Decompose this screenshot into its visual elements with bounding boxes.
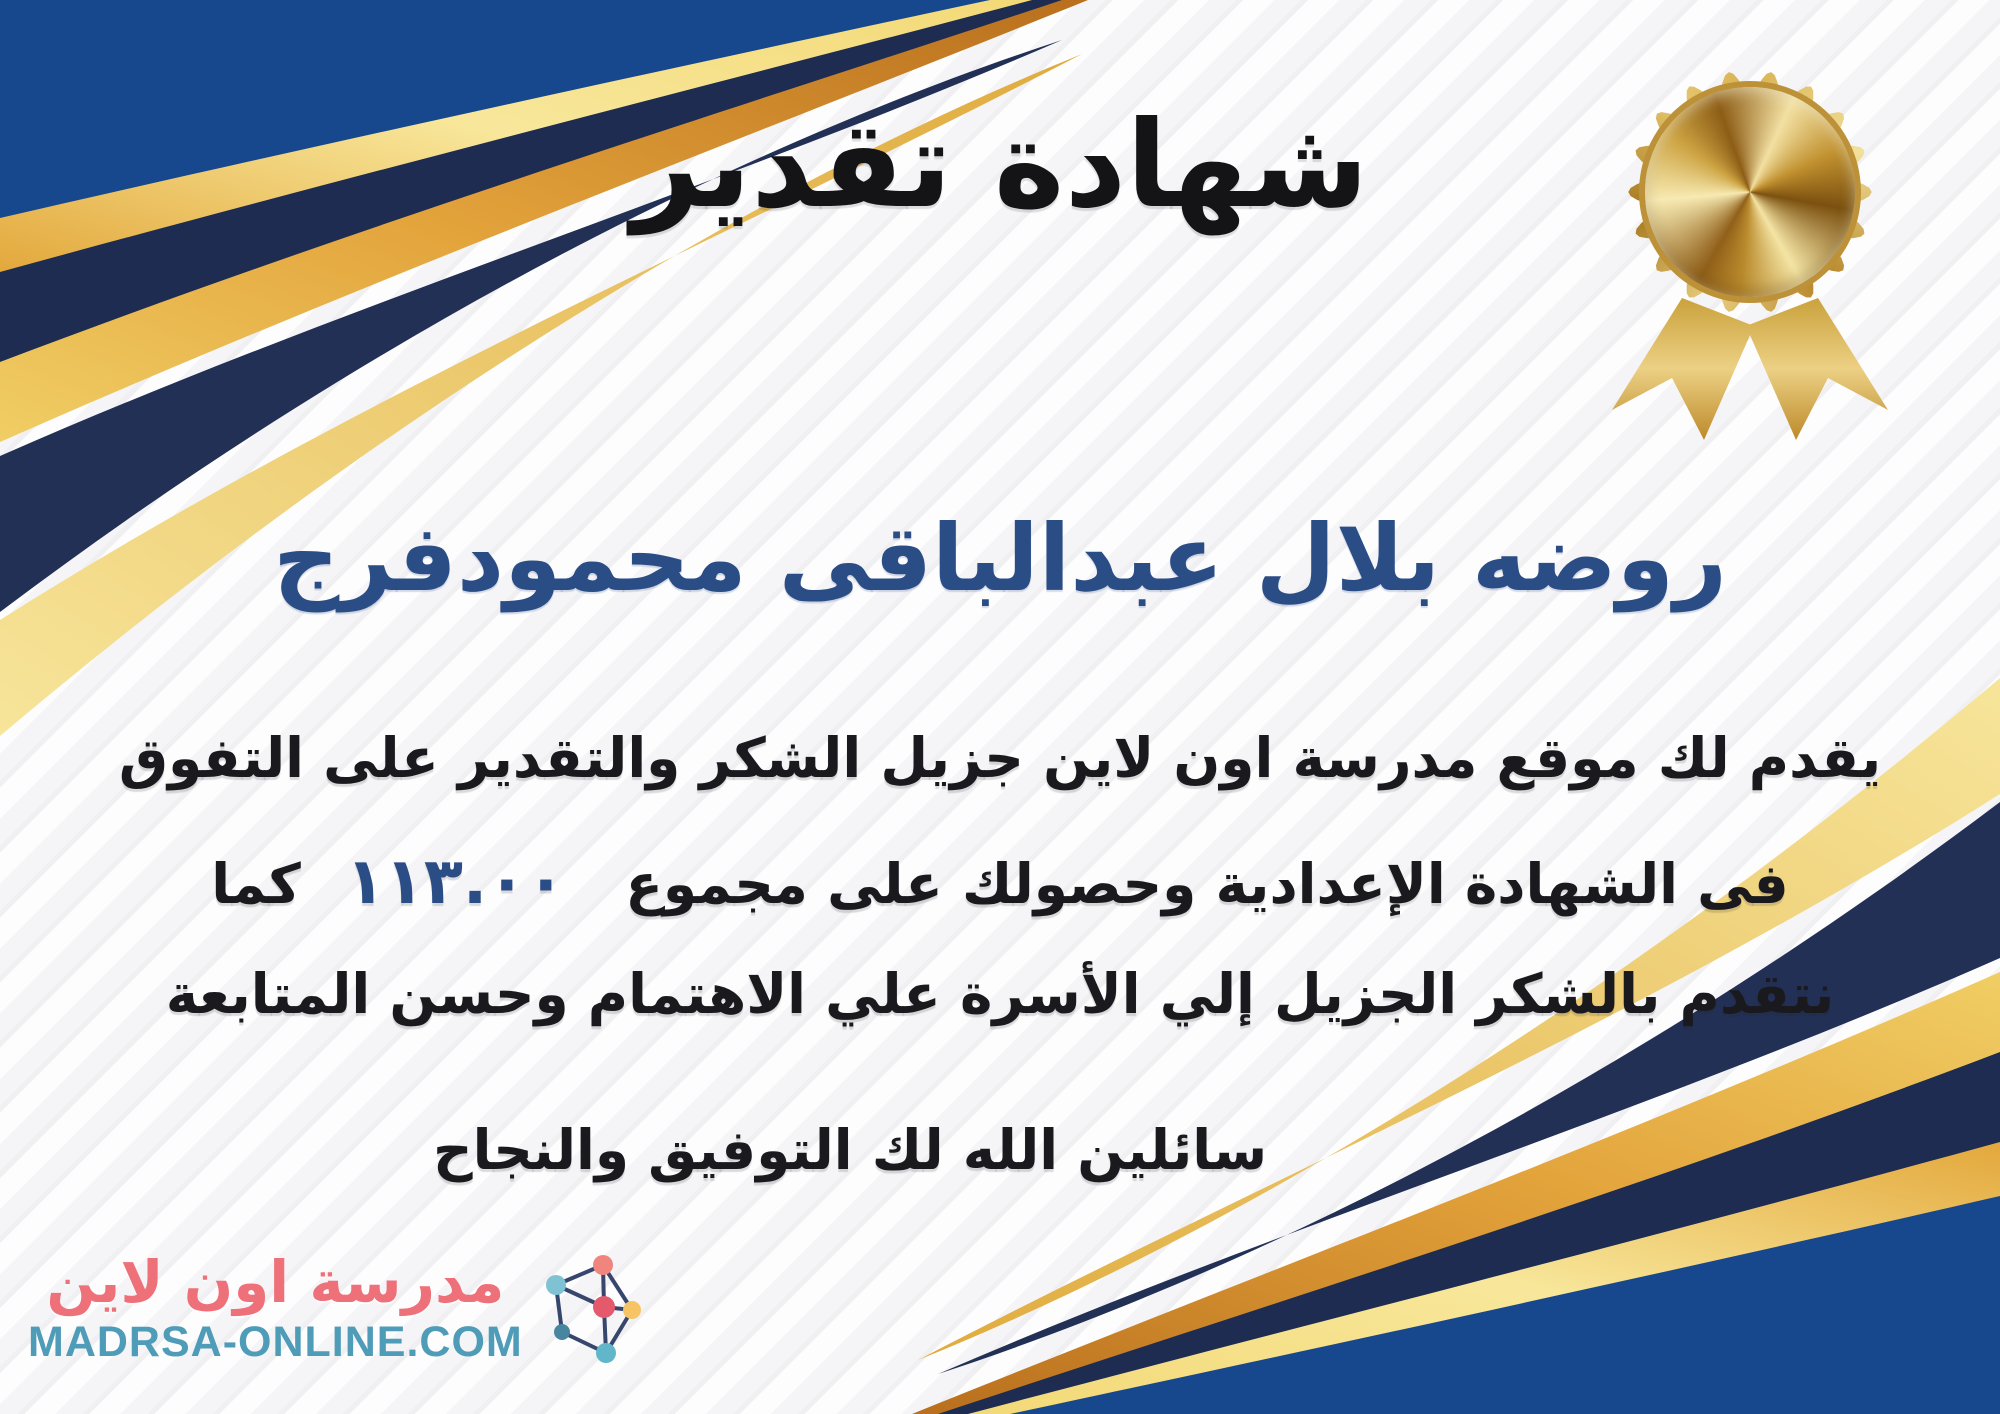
body-line-1: يقدم لك موقع مدرسة اون لاين جزيل الشكر والتقدير على التفوق: [118, 726, 1882, 790]
site-logo-text: [28, 1248, 523, 1367]
logo-arabic-name: مدرسة اون لاين: [46, 1248, 505, 1316]
certificate-title: شهادة تقدير: [631, 96, 1369, 235]
network-graph-icon: [541, 1251, 641, 1365]
body-line-3: نتقدم بالشكر الجزيل إلي الأسرة علي الاهتمام وحسن المتابعة: [165, 962, 1835, 1026]
body-line-2: [0, 845, 2000, 919]
site-logo: [28, 1248, 641, 1367]
body-line-2-text: فى الشهادة الإعدادية وحصولك على مجموع: [625, 852, 1789, 916]
student-name: روضه بلال عبدالباقى محمودفرج: [273, 505, 1727, 612]
closing-line: سائلين الله لك التوفيق والنجاح: [432, 1118, 1268, 1182]
body-line-2-tail: كما: [211, 852, 301, 916]
score-value: ١١٣.٠٠: [345, 845, 566, 919]
logo-domain: MADRSA-ONLINE.COM: [28, 1318, 523, 1366]
